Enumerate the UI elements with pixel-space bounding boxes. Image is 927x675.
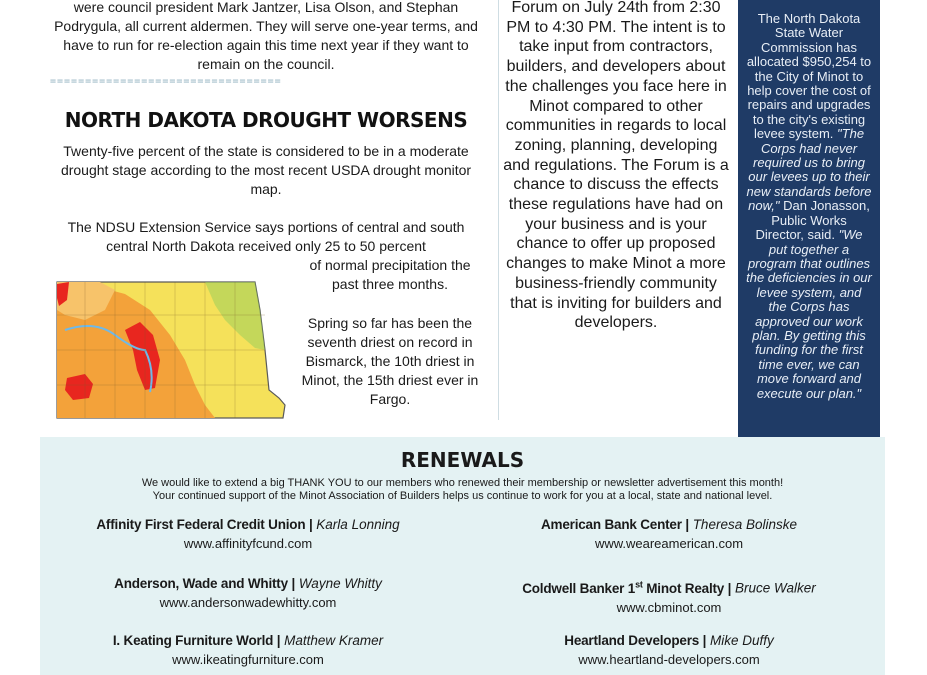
drought-paragraph-2: The NDSU Extension Service says portions of central and south central North Dakota received only 25 to 50 percent	[67, 219, 465, 254]
member-entry	[58, 516, 438, 554]
renewals-title: RENEWALS	[400, 448, 525, 472]
member-company: Coldwell Banker 1st Minot Realty |	[522, 579, 732, 596]
member-company: Heartland Developers |	[564, 633, 707, 648]
member-contact: Matthew Kramer	[284, 633, 384, 648]
levee-sidebar-text	[738, 0, 880, 401]
forum-article-text: Forum on July 24th from 2:30 PM to 4:30 PM. The intent is to take input from contractors, builders, and developers about the challenges you face here in Minot compared to other communities in regards to local zoning, planning, developing and regulations. The Forum is a chance to discuss the effects these regulations have had on your business and is your chance to offer up proposed changes to make Minot a more business-friendly community that is inviting for builders and developers.	[503, 0, 729, 332]
levee-quote-1: "The Corps had never required us to bring our levees up to their new standards before now,"	[746, 126, 872, 214]
drought-map	[55, 280, 287, 420]
member-url[interactable]: www.cbminot.com	[616, 599, 722, 615]
member-url[interactable]: www.ikeatingfurniture.com	[172, 652, 324, 667]
levee-quote-2: "We put together a program that outlines the deficiencies in our levee system, and the Corps has approved our work plan. By getting this funding for the first time ever, we can move forward and execute our plan."	[746, 227, 872, 401]
member-contact: Theresa Bolinske	[692, 517, 797, 532]
member-url[interactable]: www.weareamerican.com	[594, 536, 744, 551]
levee-text-plain: The North Dakota State Water Commission has allocated $950,254 to the City of Minot to help cover the cost of repairs and upgrades to the city's existing levee system.	[746, 11, 872, 142]
drought-headline: NORTH DAKOTA DROUGHT WORSENS	[64, 108, 468, 132]
member-entry	[479, 632, 859, 670]
member-contact: Mike Duffy	[709, 633, 774, 648]
member-url[interactable]: www.andersonwadewhitty.com	[159, 595, 337, 610]
drought-paragraph-3: Spring so far has been the seventh driest on record in Bismarck, the 10th driest in Minot, the 15th driest ever in Fargo.	[301, 315, 479, 407]
article-column-middle	[498, 0, 733, 420]
council-article-text: were council president Mark Jantzer, Lisa Olson, and Stephan Podrygula, all current aldermen. They will serve one-year terms, and have to run for re-election again this time next year if they want to remain on the council.	[54, 0, 478, 72]
member-entry	[58, 632, 438, 670]
drought-paragraph-2-continued: of normal precipitation the past three months.	[309, 257, 471, 292]
member-company: American Bank Center |	[540, 517, 689, 532]
member-contact: Wayne Whitty	[298, 576, 382, 591]
renewals-intro-line-1: We would like to extend a big THANK YOU to our members who renewed their membership or newsletter advertisement this month!	[141, 477, 784, 489]
member-entry	[479, 516, 859, 554]
member-company: I. Keating Furniture World |	[112, 633, 281, 648]
member-entry	[58, 575, 438, 613]
member-entry	[479, 575, 859, 618]
section-divider: =================================	[50, 76, 282, 87]
member-url[interactable]: www.affinityfcund.com	[183, 536, 313, 551]
levee-attribution: Dan Jonasson, Public Works Director, said.	[755, 198, 870, 243]
member-company: Affinity First Federal Credit Union |	[96, 517, 313, 532]
member-url[interactable]: www.heartland-developers.com	[578, 652, 760, 667]
drought-paragraph-1: Twenty-five percent of the state is considered to be in a moderate drought stage according to the most recent USDA drought monitor map.	[60, 143, 472, 197]
renewals-intro-line-2: Your continued support of the Minot Association of Builders helps us continue to work for you at a local, state and national level.	[152, 490, 773, 502]
member-contact: Bruce Walker	[735, 580, 816, 596]
levee-sidebar	[738, 0, 880, 437]
renewals-intro	[40, 477, 885, 503]
member-contact: Karla Lonning	[316, 517, 400, 532]
member-company: Anderson, Wade and Whitty |	[114, 576, 296, 591]
